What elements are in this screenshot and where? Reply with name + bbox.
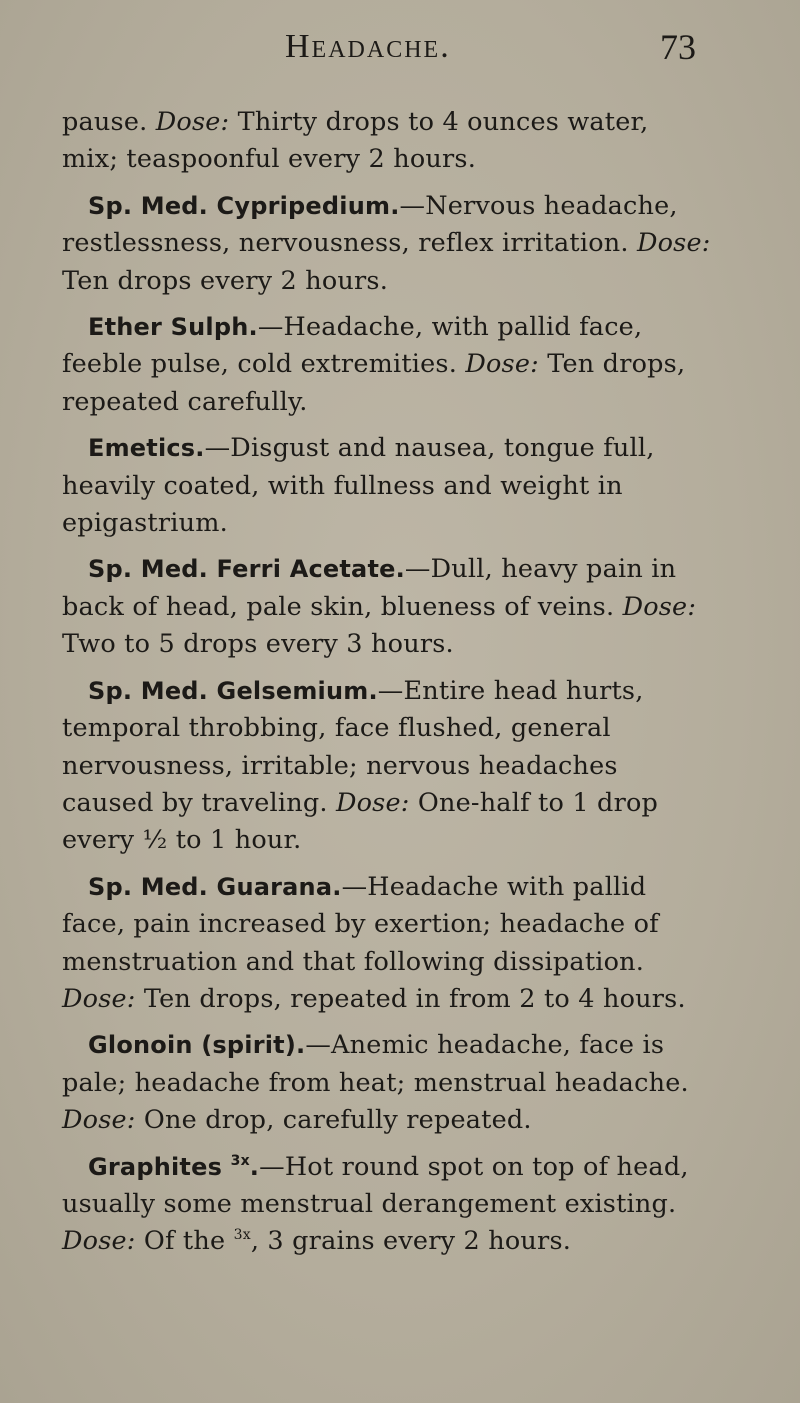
dose-label: Dose: [335,787,410,818]
entry-heading [88,1153,259,1181]
entry-graphites [62,1149,712,1261]
entry-heading: Sp. Med. Guarana. [88,872,342,901]
dose-label: Dose: [62,983,136,1014]
body-text [62,104,712,1270]
entry-text: —Hot round spot on top of head, usually some menstrual derangement existing. [62,1151,689,1219]
entry-guarana [62,869,712,1019]
entry-text: —Disgust and nausea, tongue full, heavily coated, with fullness and weight in epigastrium. [62,433,655,539]
entry-text-after: One drop, carefully repeated. [135,1105,532,1136]
entry-text: —Entire head hurts, temporal throbbing, face flushed, general nervousness, irritable; nervous headaches caused by traveling. [62,675,644,818]
dose-label: Dose: [62,1105,136,1136]
entry-text-mid: Of the [135,1226,234,1257]
entry-heading: Emetics. [88,434,205,463]
entry-emetics [62,430,712,542]
dose-label: Dose: [622,591,697,622]
entry-text-after: Ten drops every 2 hours. [62,265,389,296]
entry-text: —Dull, heavy pain in back of head, pale skin, blueness of veins. [62,554,677,622]
entry-text-after: , 3 grains every 2 hours. [250,1226,572,1257]
entry-text: —Nervous headache, restlessness, nervousness, reflex irritation. [62,190,678,259]
entry-gelsemium [62,673,712,860]
entry-text: —Headache, with pallid face, feeble pulse, cold extremities. [62,312,643,380]
dose-label: Dose: [62,1226,136,1257]
page-header [0,22,800,72]
entry-ferri-acetate [62,551,712,663]
entry-heading: Glonoin (spirit). [88,1031,306,1060]
page-number: 73 [660,27,696,67]
entry-heading: Ether Sulph. [88,313,258,342]
entry-heading-text: Graphites [88,1152,231,1181]
dose-label: Dose: [636,228,711,259]
entry-ether-sulph [62,309,712,421]
entry-heading: Sp. Med. Gelsemium. [88,676,378,705]
entry-heading-end: . [249,1152,260,1181]
entry-text-after: Two to 5 drops every 3 hours. [62,629,454,660]
running-title: Headache. [285,28,451,65]
entry-text-after: One-half to 1 drop every ½ to 1 hour. [62,787,659,856]
potency-superscript: 3x [230,1152,250,1169]
entry-heading: Sp. Med. Cypripedium. [88,191,400,220]
paragraph-continuation [62,104,712,179]
dose-label: Dose: [155,107,230,137]
entry-text: —Headache with pallid face, pain increased by exertion; headache of menstruation and that following dissipation. [62,871,659,977]
paragraph-text-after: Thirty drops to 4 ounces water, mix; teaspoonful every 2 hours. [62,107,649,175]
paragraph-text: pause. [62,107,156,137]
entry-cypripedium [62,188,712,300]
dose-label: Dose: [465,349,539,380]
entry-glonoin [62,1027,712,1139]
entry-text: —Anemic headache, face is pale; headache from heat; menstrual headache. [62,1030,689,1098]
entry-heading: Sp. Med. Ferri Acetate. [88,555,405,584]
entry-text-after: Ten drops, repeated carefully. [62,349,686,417]
entry-text-after: Ten drops, repeated in from 2 to 4 hours. [135,983,686,1014]
potency-superscript: 3x [233,1227,251,1244]
